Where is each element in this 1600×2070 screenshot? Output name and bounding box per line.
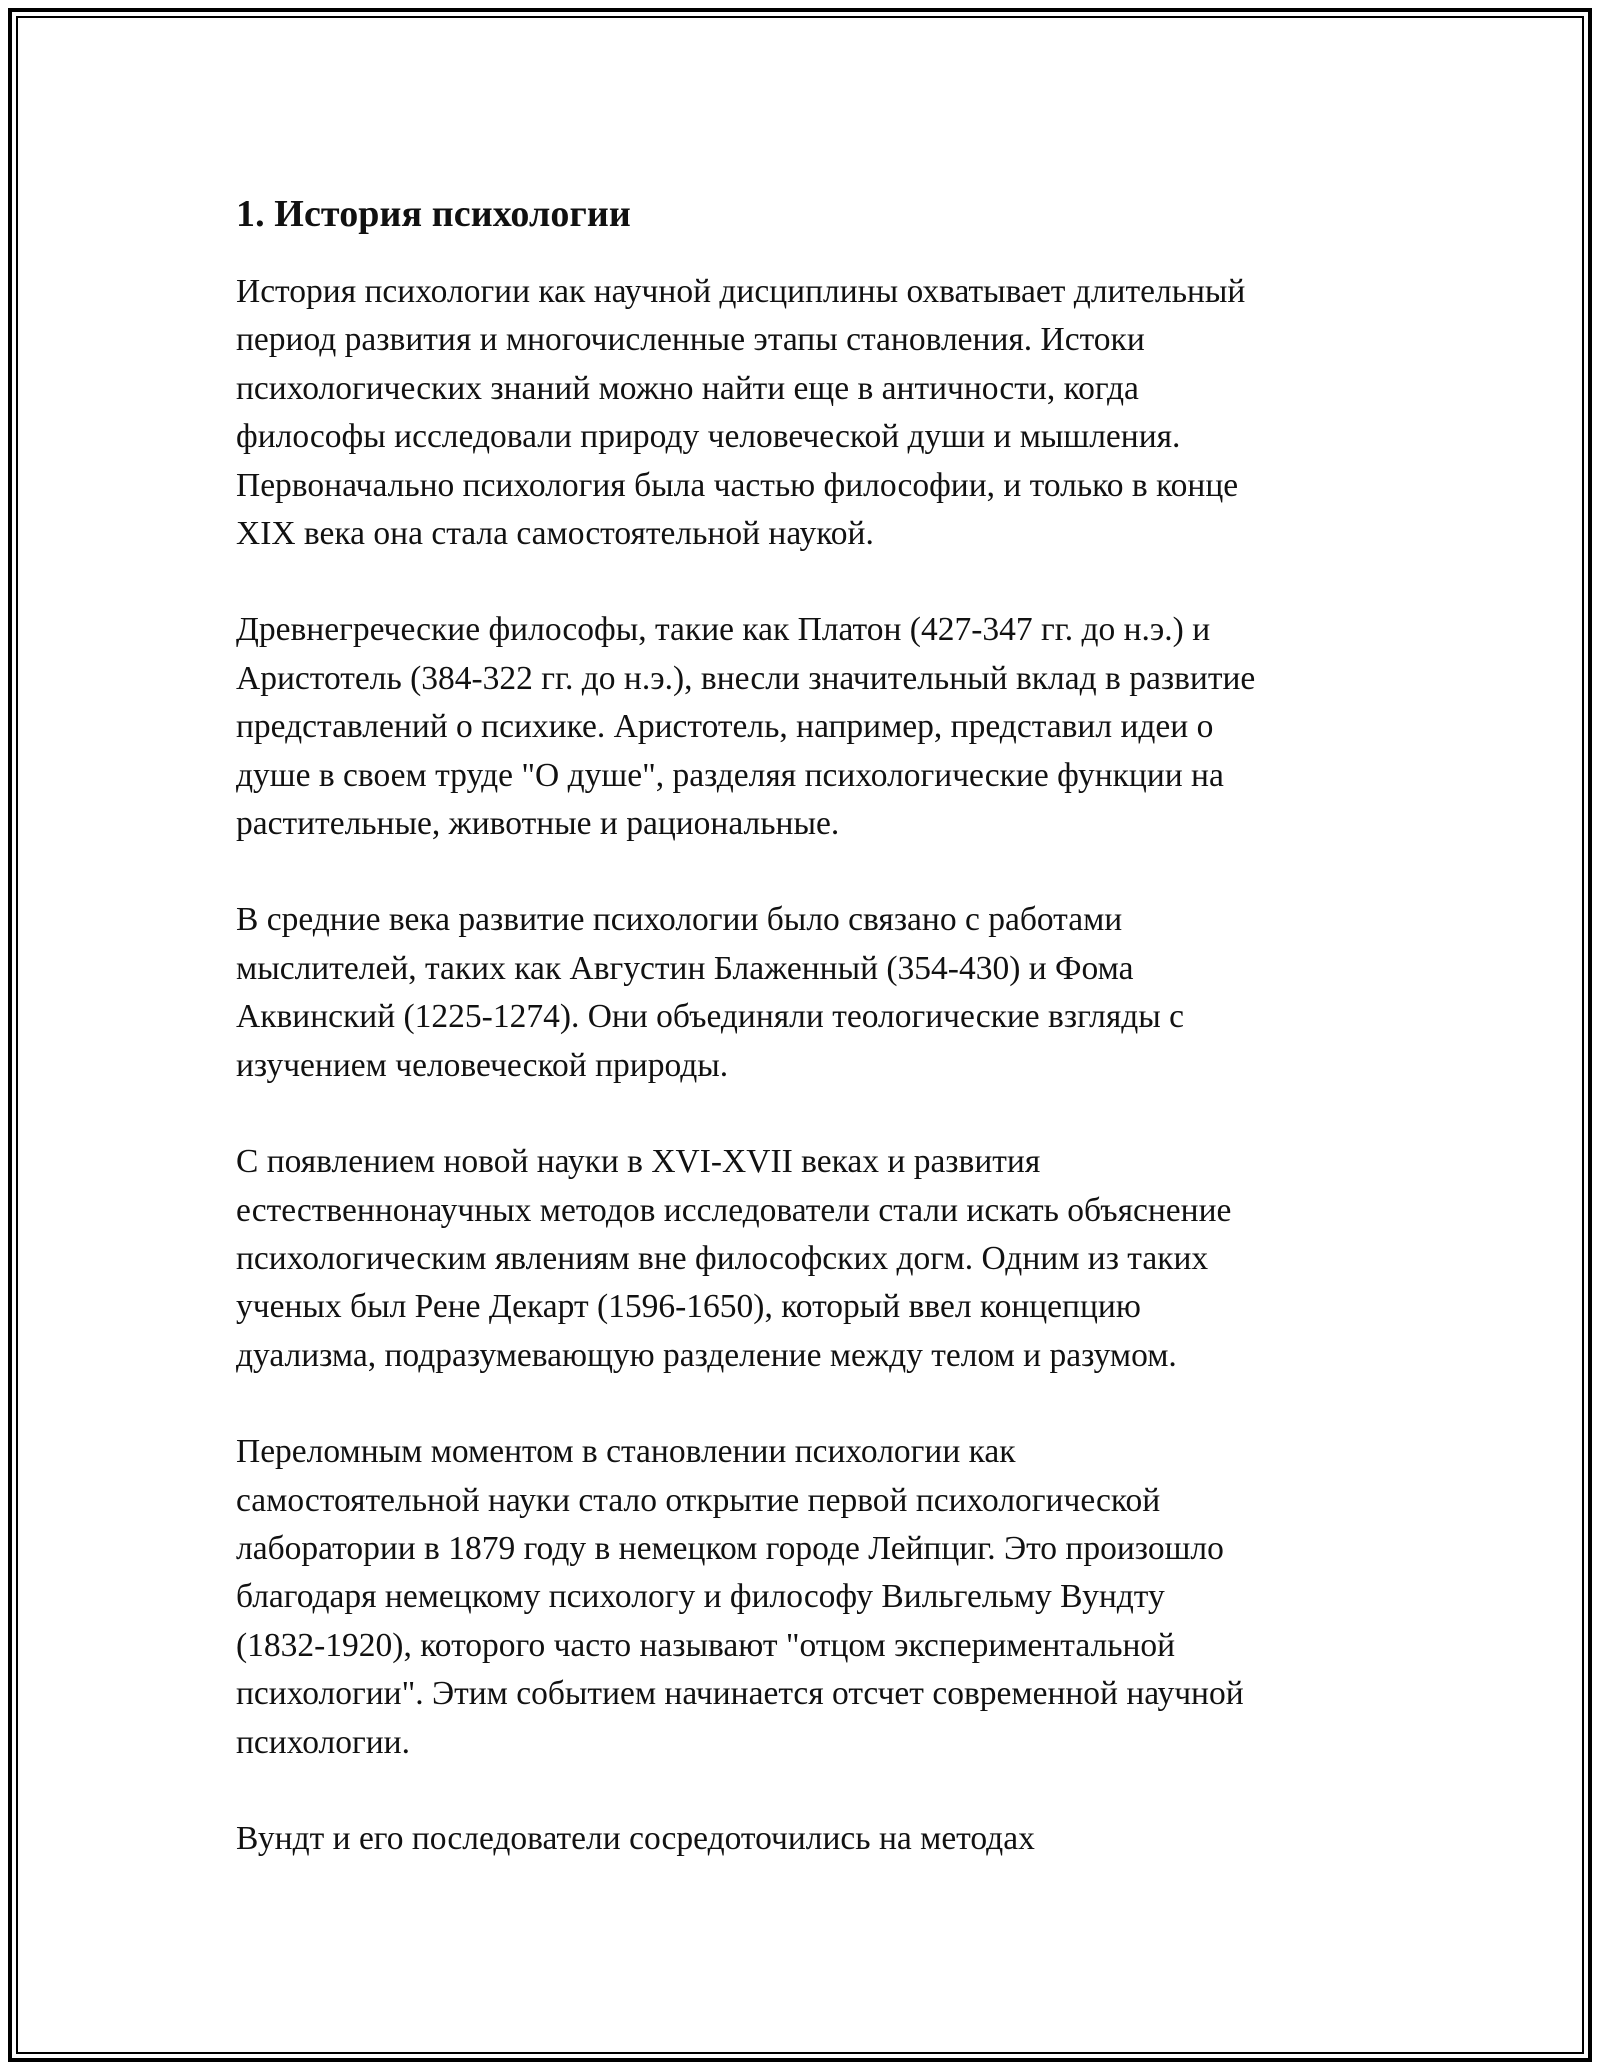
paragraph-line: мыслителей, таких как Августин Блаженный (354-430) и Фома — [236, 949, 1134, 987]
paragraph-line: Аристотель (384-322 гг. до н.э.), внесли значительный вклад в развитие — [236, 659, 1256, 697]
paragraph-line: психологическим явлениям вне философских догм. Одним из таких — [236, 1239, 1209, 1277]
paragraph-line: (1832-1920), которого часто называют "отцом экспериментальной — [236, 1626, 1176, 1664]
paragraph-intro — [236, 268, 1376, 558]
paragraph-line: ученых был Рене Декарт (1596-1650), который ввел концепцию — [236, 1288, 1141, 1326]
paragraph-line: психологических знаний можно найти еще в античности, когда — [236, 369, 1139, 407]
paragraph-line: философы исследовали природу человеческой души и мышления. — [236, 418, 1181, 456]
paragraph-line: История психологии как научной дисциплины охватывает длительный — [236, 273, 1246, 310]
paragraph-line: Первоначально психология была частью философии, и только в конце — [236, 466, 1239, 504]
paragraph-line: С появлением новой науки в XVI-XVII веках и развития — [236, 1143, 1041, 1181]
paragraph-new-science — [236, 1138, 1376, 1380]
paragraph-middle-ages — [236, 896, 1376, 1090]
paragraph-line: душе в своем труде "О душе", разделяя психологические функции на — [236, 756, 1224, 794]
paragraph-line: В средние века развитие психологии было связано с работами — [236, 901, 1123, 939]
paragraph-line: Древнегреческие философы, такие как Платон (427-347 гг. до н.э.) и — [236, 611, 1211, 649]
paragraph-ancient-greece — [236, 606, 1376, 848]
paragraph-wundt-lab — [236, 1428, 1376, 1767]
paragraph-line: растительные, животные и рациональные. — [236, 805, 840, 843]
paragraph-line: психологии". Этим событием начинается отсчет современной научной — [236, 1675, 1244, 1713]
paragraph-line: XIX века она стала самостоятельной наукой. — [236, 515, 874, 553]
paragraph-line: Переломным моментом в становлении психологии как — [236, 1433, 1016, 1471]
paragraph-line: представлений о психике. Аристотель, например, представил идеи о — [236, 708, 1214, 746]
section-heading: 1. История психологии — [236, 193, 631, 235]
paragraph-line: дуализма, подразумевающую разделение между телом и разумом. — [236, 1336, 1177, 1374]
paragraph-line: Вундт и его последователи сосредоточились на методах — [236, 1819, 1035, 1857]
paragraph-line: естественнонаучных методов исследователи стали искать объяснение — [236, 1191, 1232, 1229]
paragraph-line: лаборатории в 1879 году в немецком городе Лейпциг. Это произошло — [236, 1529, 1224, 1567]
paragraph-line: изучением человеческой природы. — [236, 1046, 729, 1084]
paragraph-line: Аквинский (1225-1274). Они объединяли теологические взгляды с — [236, 998, 1185, 1036]
paragraph-line: психологии. — [236, 1723, 410, 1761]
document-body — [236, 186, 1376, 1911]
paragraph-line: самостоятельной науки стало открытие первой психологической — [236, 1481, 1161, 1519]
paragraph-line: период развития и многочисленные этапы становления. Истоки — [236, 321, 1145, 359]
paragraph-line: благодаря немецкому психологу и философу Вильгельму Вундту — [236, 1578, 1165, 1616]
paragraph-wundt-followers — [236, 1815, 1376, 1863]
